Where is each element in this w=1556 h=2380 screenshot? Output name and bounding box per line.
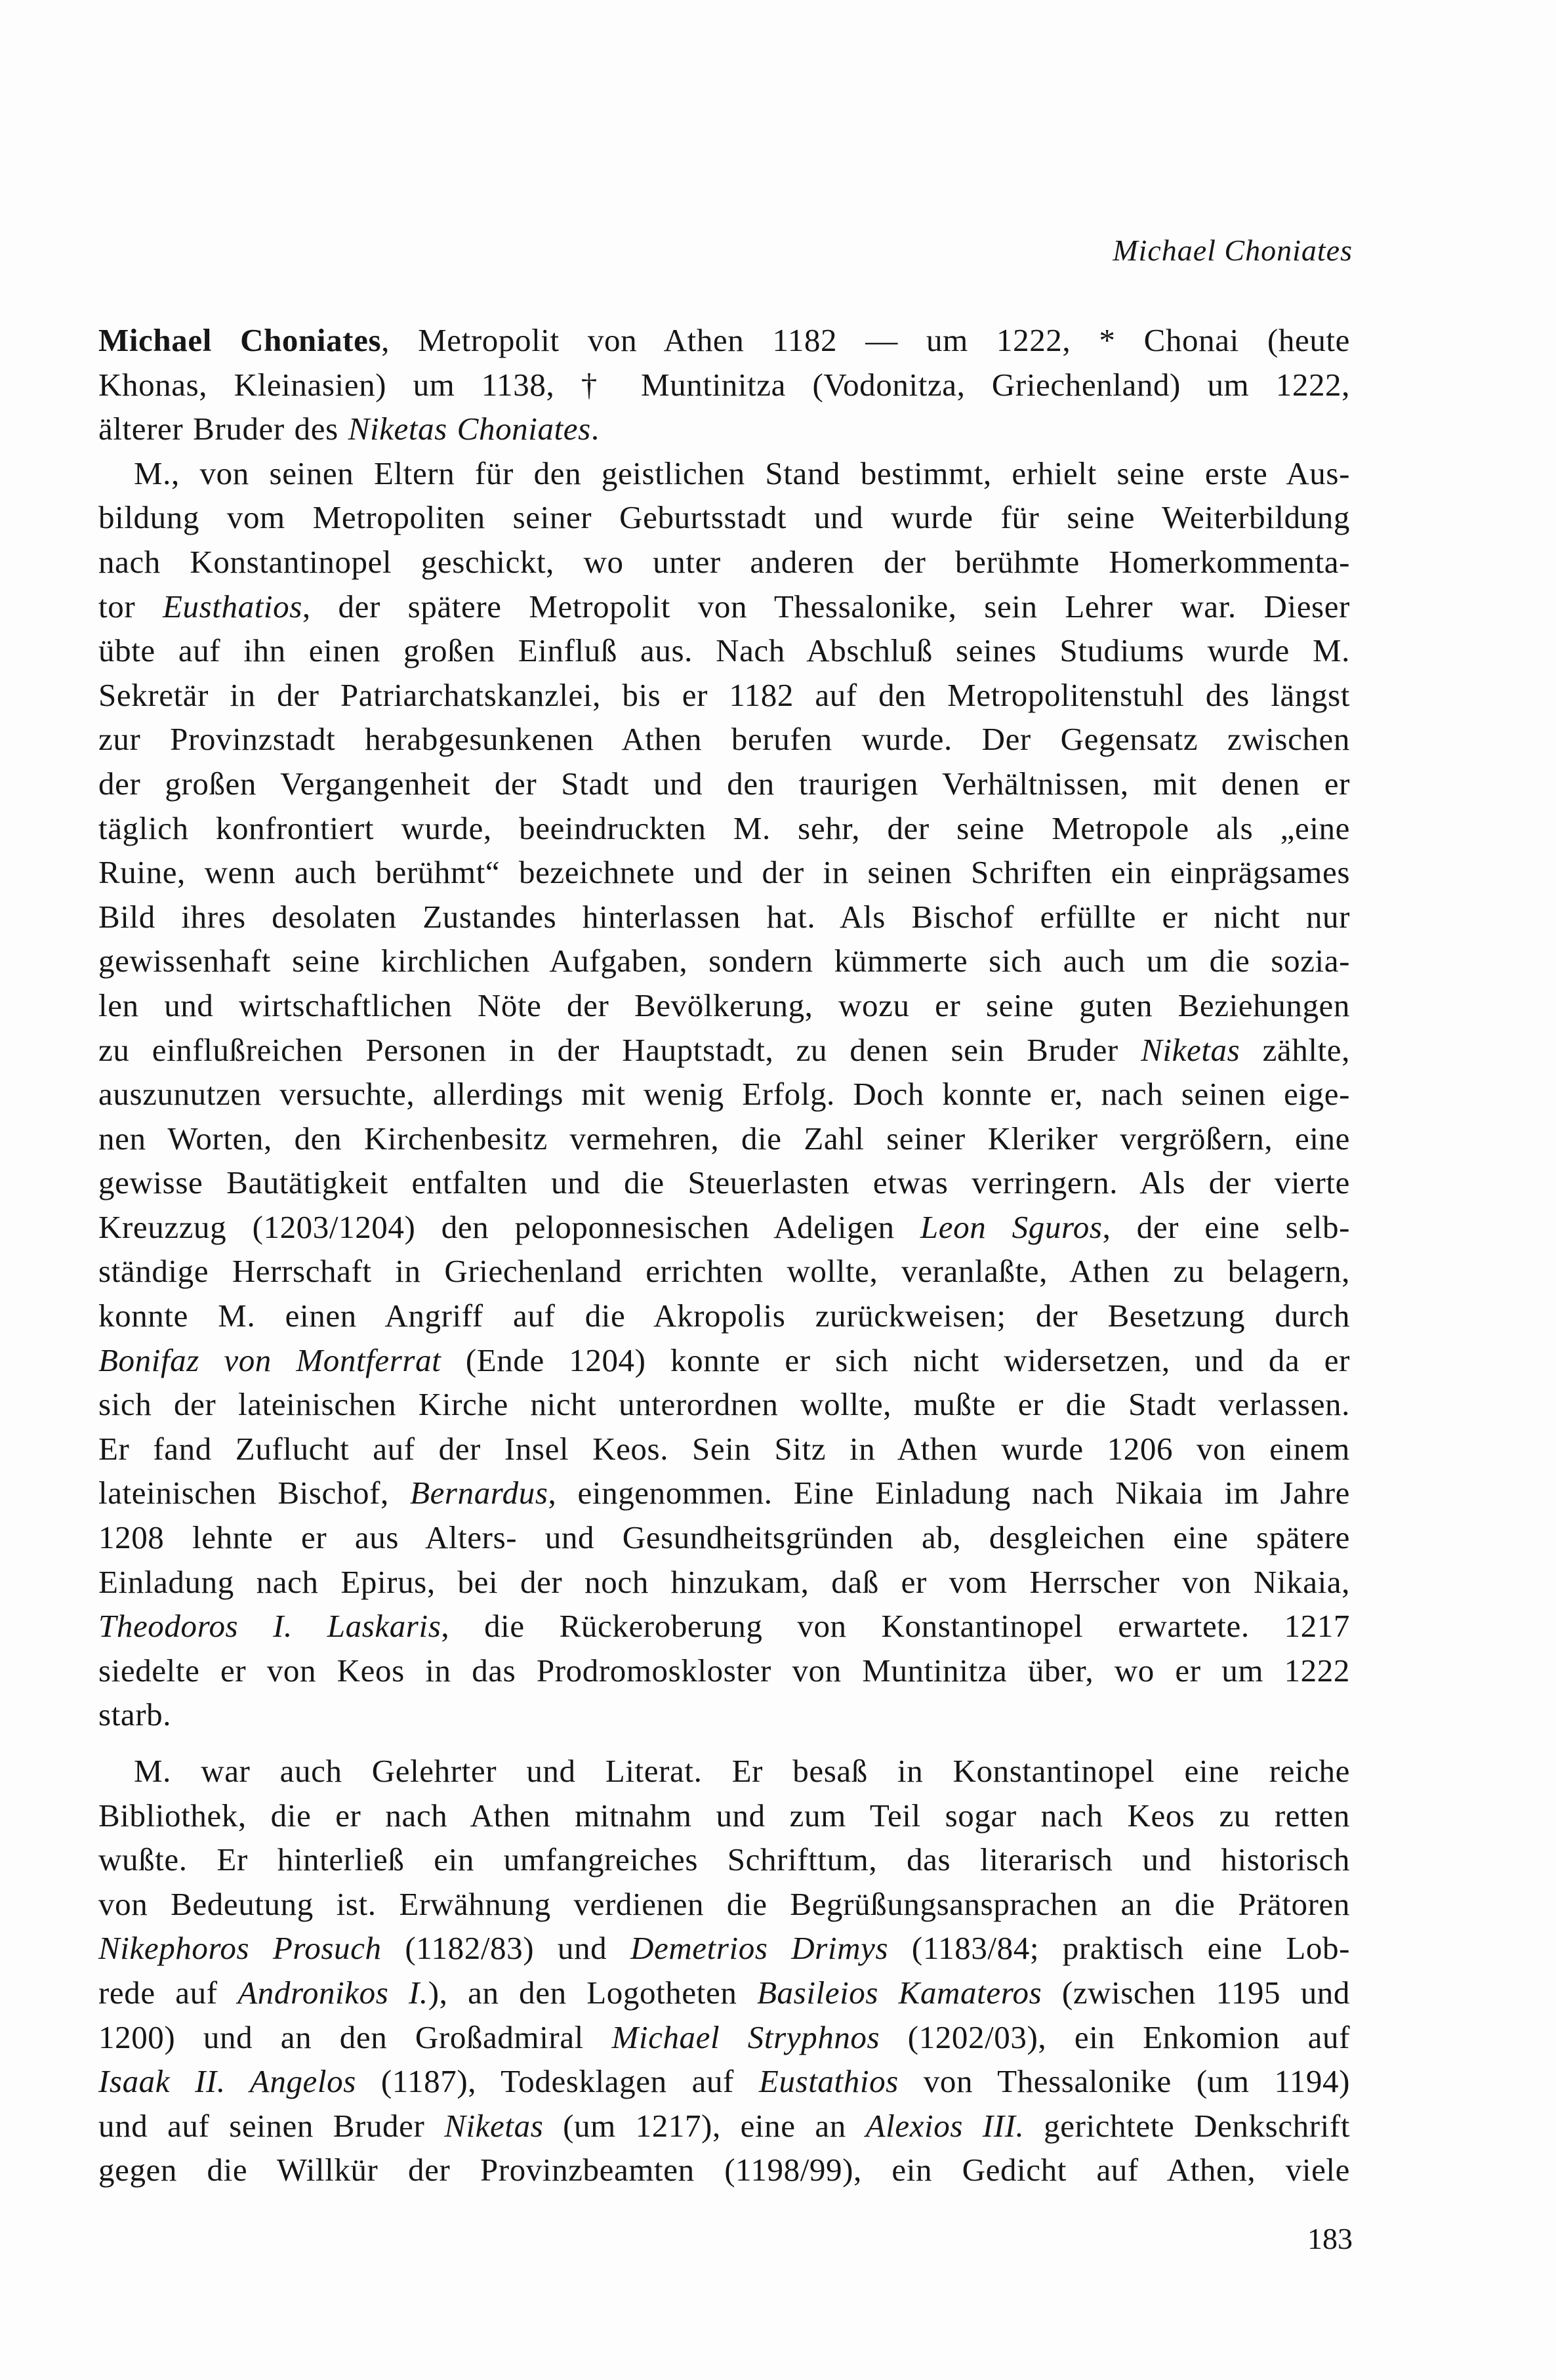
text-segment: siedelte er von Keos in das Prodromoskloster von Muntinitza über, wo er um 1222 xyxy=(98,1652,1350,1689)
text-line xyxy=(98,1427,1350,1471)
text-line xyxy=(98,495,1350,540)
text-segment: sich der lateinischen Kirche nicht unterordnen wollte, mußte er die Stadt verlassen. xyxy=(98,1386,1350,1423)
text-line xyxy=(98,673,1350,718)
text-segment: Kreuzzug (1203/1204) den peloponnesischen Adeligen xyxy=(98,1208,920,1245)
text-segment: und auf seinen Bruder xyxy=(98,2107,445,2144)
text-line xyxy=(98,1794,1350,1838)
text-line xyxy=(98,1160,1350,1205)
text-segment: nen Worten, den Kirchenbesitz vermehren, die Zahl seiner Kleriker vergrößern, eine xyxy=(98,1120,1350,1157)
text-line xyxy=(98,850,1350,895)
text-line xyxy=(98,762,1350,806)
page-number: 183 xyxy=(1307,2222,1353,2255)
text-line xyxy=(98,1604,1350,1649)
italic-name: Niketas Choniates xyxy=(348,411,591,447)
text-segment: gewisse Bautätigkeit entfalten und die Steuerlasten etwas verringern. Als der vierte xyxy=(98,1164,1350,1201)
text-segment: lateinischen Bischof, xyxy=(98,1475,411,1511)
text-segment: wußte. Er hinterließ ein umfangreiches Schrifttum, das literarisch und historisch xyxy=(98,1841,1350,1878)
text-segment: , der spätere Metropolit von Thessalonike, sein Lehrer war. Dieser xyxy=(302,588,1350,625)
text-line xyxy=(98,1382,1350,1427)
text-segment: (zwischen 1195 und xyxy=(1042,1974,1351,2011)
text-line xyxy=(98,585,1350,629)
text-segment: bildung vom Metropoliten seiner Geburtsstadt und wurde für seine Weiterbildung xyxy=(98,499,1350,536)
text-segment: von Thessalonike (um 1194) xyxy=(898,2063,1350,2100)
italic-name: Demetrios Drimys xyxy=(630,1930,889,1967)
text-segment: M. war auch Gelehrter und Literat. Er besaß in Konstantinopel eine reiche xyxy=(134,1753,1350,1789)
text-segment: 1200) und an den Großadmiral xyxy=(98,2019,612,2055)
italic-name: Basileios Kamateros xyxy=(757,1974,1042,2011)
text-line xyxy=(98,363,1350,407)
text-segment: täglich konfrontiert wurde, beeindruckten M. sehr, der seine Metropole als „eine xyxy=(98,810,1350,846)
text-segment: , der eine selb- xyxy=(1102,1208,1350,1245)
text-segment: konnte M. einen Angriff auf die Akropolis zurückweisen; der Besetzung durch xyxy=(98,1298,1350,1334)
italic-name: Eusthatios xyxy=(163,588,302,625)
text-segment: tor xyxy=(98,588,163,625)
text-line xyxy=(98,1649,1350,1693)
text-line xyxy=(98,540,1350,585)
text-segment: 1208 lehnte er aus Alters- und Gesundheitsgründen ab, desgleichen eine spätere xyxy=(98,1519,1350,1556)
text-line xyxy=(98,1837,1350,1882)
text-line xyxy=(98,2059,1350,2104)
text-segment: übte auf ihn einen großen Einfluß aus. Nach Abschluß seines Studiums wurde M. xyxy=(98,632,1350,669)
paragraph-gap xyxy=(98,1737,1350,1749)
italic-name: Leon Sguros xyxy=(920,1208,1103,1245)
entry-heading: Michael Choniates xyxy=(98,322,382,358)
text-line xyxy=(98,1471,1350,1515)
text-line xyxy=(98,2104,1350,2148)
text-line xyxy=(98,1294,1350,1338)
text-line xyxy=(98,1693,1350,1737)
text-segment: , eingenommen. Eine Einladung nach Nikaia im Jahre xyxy=(548,1475,1350,1511)
text-line xyxy=(98,939,1350,983)
italic-name: Michael Stryphnos xyxy=(611,2019,880,2055)
italic-name: Niketas xyxy=(444,2107,544,2144)
text-segment: len und wirtschaftlichen Nöte der Bevölkerung, wozu er seine guten Beziehungen xyxy=(98,987,1350,1023)
italic-name: Bernardus xyxy=(410,1475,548,1511)
text-line xyxy=(98,1926,1350,1971)
text-segment: (um 1217), eine an xyxy=(543,2107,866,2144)
text-line xyxy=(98,1560,1350,1605)
text-line xyxy=(98,1117,1350,1161)
text-segment: zu einflußreichen Personen in der Hauptstadt, zu denen sein Bruder xyxy=(98,1031,1141,1068)
text-segment: Bibliothek, die er nach Athen mitnahm und zum Teil sogar nach Keos zu retten xyxy=(98,1797,1350,1834)
text-segment: Einladung nach Epirus, bei der noch hinzukam, daß er vom Herrscher von Nikaia, xyxy=(98,1563,1350,1600)
text-line xyxy=(98,1338,1350,1383)
text-segment: (1187), Todesklagen auf xyxy=(356,2063,759,2100)
text-segment: Bild ihres desolaten Zustandes hinterlassen hat. Als Bischof erfüllte er nicht nur xyxy=(98,898,1350,935)
text-segment: (1183/84; praktisch eine Lob- xyxy=(888,1930,1350,1967)
text-segment: gerichtete Denkschrift xyxy=(1024,2107,1350,2144)
text-segment: M., von seinen Eltern für den geistlichen Stand bestimmt, erhielt seine erste Aus- xyxy=(134,455,1350,491)
italic-name: Niketas xyxy=(1141,1031,1240,1068)
text-segment: Er fand Zuflucht auf der Insel Keos. Sein Sitz in Athen wurde 1206 von einem xyxy=(98,1430,1350,1467)
text-line xyxy=(98,1515,1350,1560)
text-line xyxy=(98,806,1350,851)
italic-name: Andronikos I. xyxy=(237,1974,428,2011)
body-text xyxy=(98,318,1350,2192)
paragraph xyxy=(98,1749,1350,2192)
paragraph xyxy=(98,451,1350,1737)
text-segment: (Ende 1204) konnte er sich nicht widersetzen, und da er xyxy=(441,1342,1350,1378)
italic-name: Nikephoros Prosuch xyxy=(98,1930,382,1967)
text-segment: ständige Herrschaft in Griechenland errichten wollte, veranlaßte, Athen zu belagern, xyxy=(98,1253,1350,1290)
text-segment: gewissenhaft seine kirchlichen Aufgaben, sondern kümmerte sich auch um die sozia- xyxy=(98,943,1350,979)
text-line xyxy=(98,318,1350,363)
text-segment: zur Provinzstadt herabgesunkenen Athen berufen wurde. Der Gegensatz zwischen xyxy=(98,721,1350,758)
text-segment: Sekretär in der Patriarchatskanzlei, bis er 1182 auf den Metropolitenstuhl des längst xyxy=(98,676,1350,713)
text-segment: Khonas, Kleinasien) um 1138, † Muntinitza (Vodonitza, Griechenland) um 1222, xyxy=(98,366,1350,403)
text-line xyxy=(98,2148,1350,2192)
text-line xyxy=(98,983,1350,1028)
text-line xyxy=(98,1749,1350,1794)
paragraph xyxy=(98,318,1350,451)
text-segment: starb. xyxy=(98,1696,172,1733)
italic-name: Theodoros I. Laskaris xyxy=(98,1608,441,1645)
text-line xyxy=(98,2015,1350,2060)
text-segment: Ruine, wenn auch berühmt“ bezeichnete und der in seinen Schriften ein einprägsames xyxy=(98,854,1350,891)
text-segment: der großen Vergangenheit der Stadt und den traurigen Verhältnissen, mit denen er xyxy=(98,765,1350,802)
text-line xyxy=(98,1205,1350,1250)
italic-name: Isaak II. Angelos xyxy=(98,2063,356,2100)
text-segment: (1182/83) und xyxy=(381,1930,630,1967)
text-line xyxy=(98,1971,1350,2015)
text-segment: auszunutzen versuchte, allerdings mit wenig Erfolg. Doch konnte er, nach seinen eige- xyxy=(98,1076,1350,1113)
text-line xyxy=(98,1028,1350,1073)
text-segment: rede auf xyxy=(98,1974,238,2011)
text-segment: (1202/03), ein Enkomion auf xyxy=(880,2019,1351,2055)
text-segment: gegen die Willkür der Provinzbeamten (1198/99), ein Gedicht auf Athen, viele xyxy=(98,2152,1350,2188)
text-segment: zählte, xyxy=(1240,1031,1350,1068)
text-line xyxy=(98,717,1350,762)
text-line xyxy=(98,451,1350,496)
text-line xyxy=(98,1249,1350,1294)
text-line xyxy=(98,895,1350,939)
italic-name: Bonifaz von Montferrat xyxy=(98,1342,441,1378)
text-segment: , Metropolit von Athen 1182 — um 1222, * Chonai (heute xyxy=(381,322,1350,358)
text-line xyxy=(98,628,1350,673)
text-segment: , die Rückeroberung von Konstantinopel erwartete. 1217 xyxy=(441,1608,1350,1645)
text-segment: . xyxy=(590,411,600,447)
text-segment: nach Konstantinopel geschickt, wo unter anderen der berühmte Homerkommenta- xyxy=(98,543,1350,580)
text-line xyxy=(98,407,1350,451)
italic-name: Alexios III. xyxy=(865,2107,1025,2144)
italic-name: Eustathios xyxy=(758,2063,899,2100)
text-segment: ), an den Logotheten xyxy=(428,1974,758,2011)
running-head: Michael Choniates xyxy=(1113,234,1353,267)
text-line xyxy=(98,1882,1350,1927)
text-line xyxy=(98,1072,1350,1117)
text-segment: älterer Bruder des xyxy=(98,411,348,447)
text-segment: von Bedeutung ist. Erwähnung verdienen die Begrüßungsansprachen an die Prätoren xyxy=(98,1885,1350,1922)
